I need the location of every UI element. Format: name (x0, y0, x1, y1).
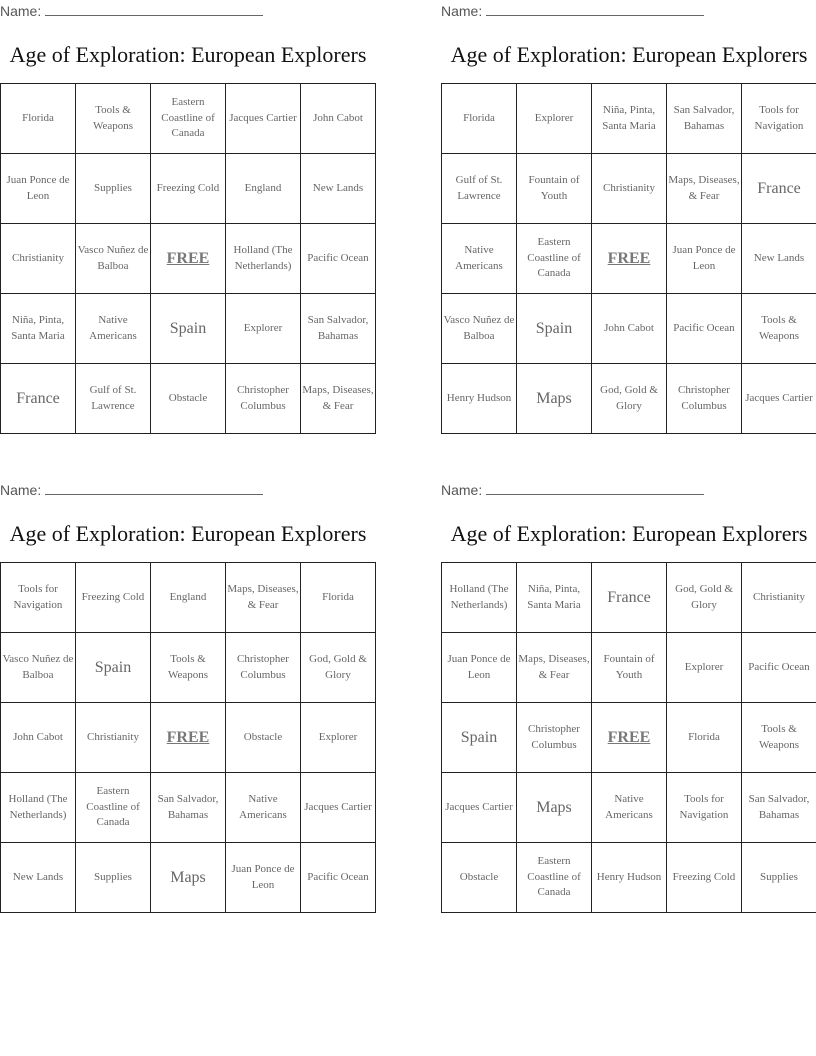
grid-cell: Native Americans (76, 294, 151, 364)
grid-cell: Florida (1, 84, 76, 154)
grid-cell: San Salvador, Bahamas (151, 773, 226, 843)
grid-cell: Spain (76, 633, 151, 703)
grid-cell: Holland (The Netherlands) (442, 563, 517, 633)
grid-cell: Florida (301, 563, 376, 633)
grid-cell: Jacques Cartier (226, 84, 301, 154)
grid-cell: Gulf of St. Lawrence (76, 364, 151, 434)
grid-row (1, 154, 376, 224)
grid-cell: Jacques Cartier (301, 773, 376, 843)
bingo-grid (0, 562, 376, 913)
grid-row (442, 364, 816, 434)
grid-cell: Niña, Pinta, Santa Maria (592, 84, 667, 154)
free-space: FREE (151, 703, 226, 773)
grid-cell: Obstacle (151, 364, 226, 434)
grid-cell: Spain (442, 703, 517, 773)
card-title: Age of Exploration: European Explorers (450, 42, 808, 67)
free-space: FREE (592, 703, 667, 773)
grid-cell: Jacques Cartier (742, 364, 816, 434)
grid-cell: Tools for Navigation (667, 773, 742, 843)
grid-row (1, 364, 376, 434)
grid-row (442, 563, 816, 633)
grid-cell: Maps, Diseases, & Fear (517, 633, 592, 703)
grid-row (442, 294, 816, 364)
grid-row (1, 843, 376, 913)
grid-cell: San Salvador, Bahamas (667, 84, 742, 154)
grid-cell: Pacific Ocean (667, 294, 742, 364)
grid-cell: Juan Ponce de Leon (226, 843, 301, 913)
grid-cell: Tools for Navigation (742, 84, 816, 154)
grid-cell: Fountain of Youth (592, 633, 667, 703)
grid-row (1, 224, 376, 294)
grid-cell: New Lands (1, 843, 76, 913)
grid-cell: Supplies (76, 843, 151, 913)
name-label: Name: (441, 482, 483, 498)
name-blank-line[interactable] (45, 482, 263, 495)
free-space: FREE (151, 224, 226, 294)
grid-cell: Vasco Nuñez de Balboa (1, 633, 76, 703)
grid-cell: San Salvador, Bahamas (301, 294, 376, 364)
grid-cell: Maps (151, 843, 226, 913)
grid-cell: Supplies (742, 843, 816, 913)
grid-cell: New Lands (742, 224, 816, 294)
grid-cell: Christianity (592, 154, 667, 224)
grid-cell: Pacific Ocean (742, 633, 816, 703)
grid-row (442, 84, 816, 154)
grid-row (442, 773, 816, 843)
grid-cell: Florida (667, 703, 742, 773)
card-title: Age of Exploration: European Explorers (9, 42, 367, 67)
grid-cell: Explorer (517, 84, 592, 154)
grid-cell: Pacific Ocean (301, 843, 376, 913)
grid-cell: Eastern Coastline of Canada (517, 843, 592, 913)
grid-cell: Juan Ponce de Leon (667, 224, 742, 294)
grid-cell: God, Gold & Glory (301, 633, 376, 703)
name-field[interactable] (441, 3, 704, 19)
grid-cell: Maps (517, 773, 592, 843)
name-label: Name: (0, 482, 42, 498)
grid-row (442, 224, 816, 294)
grid-cell: Native Americans (592, 773, 667, 843)
grid-cell: Tools & Weapons (742, 703, 816, 773)
name-field[interactable] (0, 482, 263, 498)
grid-cell: God, Gold & Glory (592, 364, 667, 434)
grid-cell: Holland (The Netherlands) (226, 224, 301, 294)
grid-cell: England (226, 154, 301, 224)
grid-row (1, 773, 376, 843)
name-blank-line[interactable] (45, 3, 263, 16)
grid-cell: Niña, Pinta, Santa Maria (1, 294, 76, 364)
grid-cell: John Cabot (1, 703, 76, 773)
grid-cell: Freezing Cold (76, 563, 151, 633)
grid-cell: Fountain of Youth (517, 154, 592, 224)
grid-cell: Christianity (742, 563, 816, 633)
bingo-grid (441, 83, 816, 434)
name-field[interactable] (0, 3, 263, 19)
grid-row (1, 703, 376, 773)
grid-cell: Pacific Ocean (301, 224, 376, 294)
name-blank-line[interactable] (486, 482, 704, 495)
grid-cell: Obstacle (226, 703, 301, 773)
grid-cell: Freezing Cold (667, 843, 742, 913)
grid-cell: Juan Ponce de Leon (1, 154, 76, 224)
grid-cell: John Cabot (301, 84, 376, 154)
name-label: Name: (0, 3, 42, 19)
grid-cell: France (1, 364, 76, 434)
grid-cell: France (592, 563, 667, 633)
grid-cell: Henry Hudson (442, 364, 517, 434)
grid-row (442, 154, 816, 224)
grid-cell: Spain (151, 294, 226, 364)
grid-cell: Gulf of St. Lawrence (442, 154, 517, 224)
grid-cell: Florida (442, 84, 517, 154)
grid-cell: Obstacle (442, 843, 517, 913)
grid-cell: Spain (517, 294, 592, 364)
grid-cell: Vasco Nuñez de Balboa (442, 294, 517, 364)
grid-row (1, 563, 376, 633)
grid-cell: New Lands (301, 154, 376, 224)
grid-row (442, 633, 816, 703)
grid-cell: Juan Ponce de Leon (442, 633, 517, 703)
grid-cell: Native Americans (442, 224, 517, 294)
name-label: Name: (441, 3, 483, 19)
bingo-grid (0, 83, 376, 434)
grid-cell: Explorer (667, 633, 742, 703)
grid-cell: Explorer (226, 294, 301, 364)
grid-cell: Christopher Columbus (226, 364, 301, 434)
bingo-grid (441, 562, 816, 913)
grid-cell: Explorer (301, 703, 376, 773)
grid-cell: Maps, Diseases, & Fear (301, 364, 376, 434)
grid-cell: Christopher Columbus (226, 633, 301, 703)
grid-cell: God, Gold & Glory (667, 563, 742, 633)
grid-cell: Eastern Coastline of Canada (517, 224, 592, 294)
grid-row (1, 294, 376, 364)
grid-cell: Maps, Diseases, & Fear (667, 154, 742, 224)
card-title: Age of Exploration: European Explorers (9, 521, 367, 546)
grid-cell: Tools & Weapons (151, 633, 226, 703)
grid-cell: Christianity (76, 703, 151, 773)
grid-row (442, 703, 816, 773)
grid-cell: Jacques Cartier (442, 773, 517, 843)
grid-cell: Christopher Columbus (667, 364, 742, 434)
grid-row (442, 843, 816, 913)
grid-cell: Christopher Columbus (517, 703, 592, 773)
grid-cell: Holland (The Netherlands) (1, 773, 76, 843)
name-field[interactable] (441, 482, 704, 498)
grid-cell: Eastern Coastline of Canada (76, 773, 151, 843)
grid-cell: Freezing Cold (151, 154, 226, 224)
grid-cell: Niña, Pinta, Santa Maria (517, 563, 592, 633)
free-space: FREE (592, 224, 667, 294)
grid-cell: Eastern Coastline of Canada (151, 84, 226, 154)
grid-cell: Native Americans (226, 773, 301, 843)
grid-cell: Maps, Diseases, & Fear (226, 563, 301, 633)
grid-cell: Tools for Navigation (1, 563, 76, 633)
grid-cell: France (742, 154, 816, 224)
grid-cell: Supplies (76, 154, 151, 224)
grid-cell: Tools & Weapons (76, 84, 151, 154)
grid-cell: Henry Hudson (592, 843, 667, 913)
card-title: Age of Exploration: European Explorers (450, 521, 808, 546)
grid-cell: Vasco Nuñez de Balboa (76, 224, 151, 294)
grid-cell: Maps (517, 364, 592, 434)
grid-cell: England (151, 563, 226, 633)
grid-row (1, 633, 376, 703)
grid-cell: Christianity (1, 224, 76, 294)
grid-cell: San Salvador, Bahamas (742, 773, 816, 843)
grid-cell: John Cabot (592, 294, 667, 364)
grid-row (1, 84, 376, 154)
grid-cell: Tools & Weapons (742, 294, 816, 364)
name-blank-line[interactable] (486, 3, 704, 16)
